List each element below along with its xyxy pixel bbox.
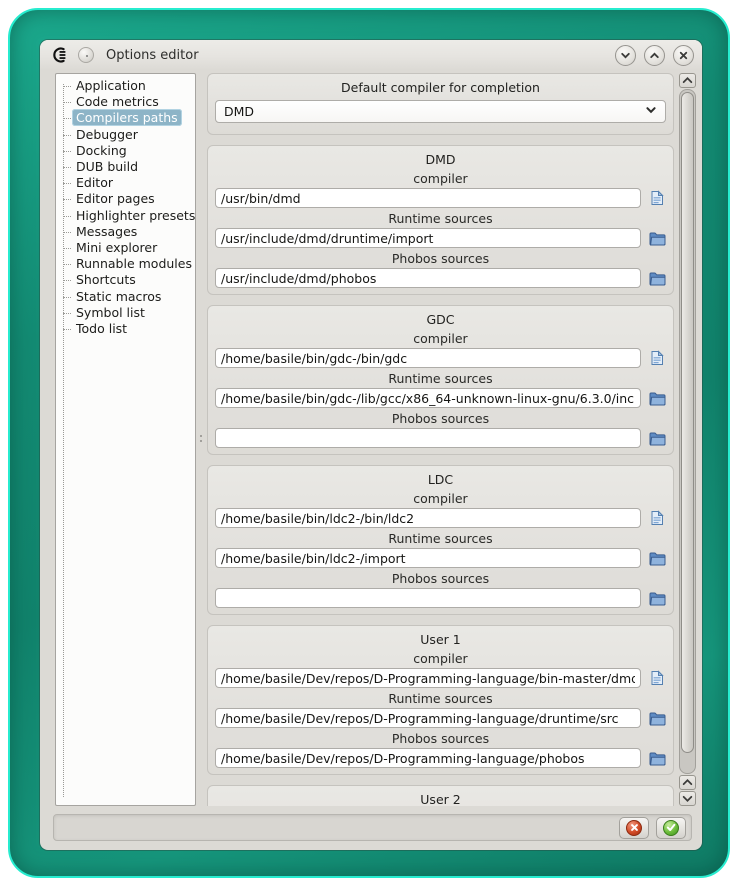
- path-input[interactable]: [215, 548, 641, 568]
- path-field-label: compiler: [413, 651, 468, 666]
- scroll-up-button[interactable]: [679, 73, 696, 88]
- sidebar-splitter[interactable]: [196, 73, 207, 806]
- window-frame: [8, 8, 730, 878]
- minimize-button[interactable]: [615, 45, 636, 66]
- folder-icon[interactable]: [648, 270, 666, 287]
- compiler-section-title: User 1: [420, 632, 461, 647]
- path-field-label: Runtime sources: [388, 531, 493, 546]
- compiler-section-title: LDC: [427, 472, 454, 487]
- folder-icon[interactable]: [648, 430, 666, 447]
- options-panel: [207, 73, 674, 806]
- options-editor-window: [40, 40, 702, 850]
- path-field-label: Phobos sources: [391, 411, 490, 426]
- vertical-scrollbar[interactable]: [679, 73, 696, 806]
- path-field: [215, 568, 666, 608]
- cancel-button[interactable]: [619, 817, 649, 839]
- sidebar-item-symbol-list[interactable]: Symbol list: [76, 304, 145, 320]
- sidebar-item[interactable]: [72, 159, 193, 175]
- scrollbar-track[interactable]: [679, 89, 696, 774]
- path-input[interactable]: [215, 188, 641, 208]
- file-icon[interactable]: [648, 670, 666, 687]
- path-input[interactable]: [215, 668, 641, 688]
- sidebar-item-docking[interactable]: Docking: [76, 142, 127, 158]
- sidebar-item[interactable]: [72, 191, 193, 207]
- compiler-section-fields: [215, 648, 666, 768]
- folder-icon[interactable]: [648, 710, 666, 727]
- sidebar-item-runnable-modules[interactable]: Runnable modules: [76, 256, 192, 272]
- sidebar-item-todo-list[interactable]: Todo list: [76, 321, 128, 337]
- compiler-section-title: GDC: [426, 312, 455, 327]
- sidebar-item-static-macros[interactable]: Static macros: [76, 288, 162, 304]
- combobox-value: DMD: [224, 104, 255, 119]
- maximize-button[interactable]: [644, 45, 665, 66]
- compiler-section: [207, 145, 674, 295]
- sidebar-item-compilers-paths[interactable]: Compilers paths: [72, 109, 182, 126]
- sidebar-item-debugger[interactable]: Debugger: [76, 126, 138, 142]
- compiler-section-fields: [215, 488, 666, 608]
- folder-icon[interactable]: [648, 550, 666, 567]
- path-input[interactable]: [215, 268, 641, 288]
- file-icon[interactable]: [648, 510, 666, 527]
- path-field: [215, 688, 666, 728]
- sidebar-item[interactable]: [72, 94, 193, 110]
- path-input[interactable]: [215, 748, 641, 768]
- sidebar-item-messages[interactable]: Messages: [76, 223, 138, 239]
- path-field: [215, 368, 666, 408]
- file-icon[interactable]: [648, 190, 666, 207]
- path-field: [215, 248, 666, 288]
- path-field-label: compiler: [413, 331, 468, 346]
- sidebar-item[interactable]: [72, 207, 196, 224]
- path-input[interactable]: [215, 708, 641, 728]
- sidebar-item[interactable]: [72, 175, 193, 191]
- folder-icon[interactable]: [648, 750, 666, 767]
- content-area: [40, 70, 702, 806]
- sidebar-item[interactable]: [72, 127, 193, 143]
- scroll-down-button[interactable]: [679, 791, 696, 806]
- compiler-section: [207, 305, 674, 455]
- sidebar-item[interactable]: [72, 256, 193, 272]
- compiler-section-title: User 2: [420, 792, 461, 806]
- window-title: Options editor: [106, 47, 199, 63]
- sidebar-item-application[interactable]: Application: [76, 78, 146, 93]
- compiler-section-fields: [215, 168, 666, 288]
- chevron-down-icon: [645, 104, 657, 119]
- path-field: [215, 328, 666, 368]
- path-field: [215, 728, 666, 768]
- sidebar-item[interactable]: [72, 272, 193, 288]
- sidebar-item-editor[interactable]: Editor: [76, 175, 113, 191]
- path-field-label: Runtime sources: [388, 371, 493, 386]
- compiler-section-title: DMD: [425, 152, 456, 167]
- sidebar-item[interactable]: [72, 224, 193, 240]
- path-input[interactable]: [215, 588, 641, 608]
- path-input[interactable]: [215, 388, 641, 408]
- folder-icon[interactable]: [648, 590, 666, 607]
- folder-icon[interactable]: [648, 390, 666, 407]
- path-field: [215, 648, 666, 688]
- path-field-label: compiler: [413, 491, 468, 506]
- default-compiler-group: [207, 73, 674, 135]
- sidebar-item[interactable]: [72, 110, 193, 126]
- path-field-label: Runtime sources: [388, 691, 493, 706]
- window-menu-button[interactable]: [78, 47, 94, 63]
- path-field: [215, 208, 666, 248]
- path-input[interactable]: [215, 428, 641, 448]
- cancel-x-icon: [626, 820, 642, 836]
- sidebar-item-highlighter-presets[interactable]: Highlighter presets: [76, 207, 196, 223]
- compiler-section: [207, 785, 674, 806]
- sidebar-item-shortcuts[interactable]: Shortcuts: [76, 272, 136, 288]
- path-field: [215, 528, 666, 568]
- path-field-label: Runtime sources: [388, 211, 493, 226]
- sidebar-item[interactable]: [72, 321, 193, 337]
- path-field-label: Phobos sources: [391, 731, 490, 746]
- default-compiler-combobox[interactable]: [215, 100, 666, 123]
- sidebar-item[interactable]: [72, 78, 193, 94]
- folder-icon[interactable]: [648, 230, 666, 247]
- path-input[interactable]: [215, 348, 641, 368]
- sidebar-item-code-metrics[interactable]: Code metrics: [76, 94, 159, 110]
- path-field-label: Phobos sources: [391, 251, 490, 266]
- compiler-section: [207, 465, 674, 615]
- sidebar-item-mini-explorer[interactable]: Mini explorer: [76, 240, 158, 256]
- sidebar-item[interactable]: [72, 305, 193, 321]
- sidebar-item-dub-build[interactable]: DUB build: [76, 159, 139, 175]
- path-input[interactable]: [215, 508, 641, 528]
- accept-button[interactable]: [656, 817, 686, 839]
- dialog-button-bar: [53, 814, 692, 841]
- sidebar-list[interactable]: [55, 73, 196, 806]
- close-button[interactable]: [673, 45, 694, 66]
- path-field: [215, 168, 666, 208]
- path-field: [215, 408, 666, 448]
- compiler-section-fields: [215, 328, 666, 448]
- sidebar-item[interactable]: [72, 240, 193, 256]
- title-bar[interactable]: [40, 40, 702, 70]
- scrollbar-thumb[interactable]: [681, 92, 694, 753]
- path-input[interactable]: [215, 228, 641, 248]
- group-title: Default compiler for completion: [341, 80, 540, 95]
- accept-check-icon: [663, 820, 679, 836]
- path-field-label: Phobos sources: [391, 571, 490, 586]
- path-field: [215, 488, 666, 528]
- scroll-up-button-2[interactable]: [679, 775, 696, 790]
- sidebar-item-editor-pages[interactable]: Editor pages: [76, 191, 155, 207]
- sidebar-item[interactable]: [72, 143, 193, 159]
- sidebar-item[interactable]: [72, 289, 193, 305]
- compiler-section: [207, 625, 674, 775]
- file-icon[interactable]: [648, 350, 666, 367]
- path-field-label: compiler: [413, 171, 468, 186]
- app-logo-icon: [50, 45, 70, 65]
